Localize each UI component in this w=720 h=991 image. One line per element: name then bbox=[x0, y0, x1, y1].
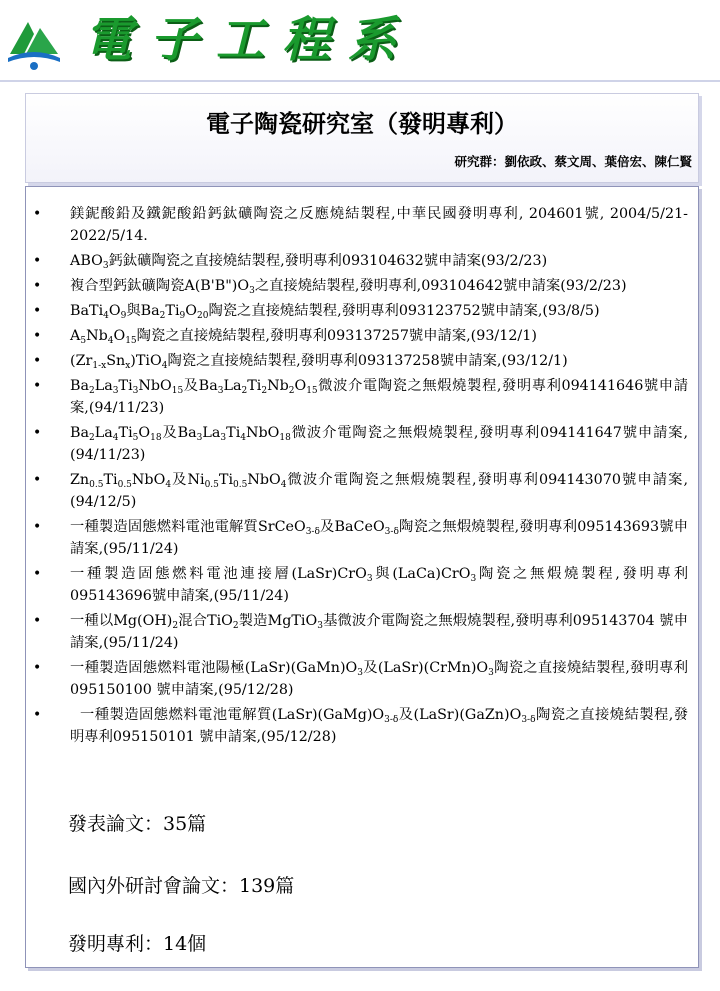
stat-conference-papers: 國內外研討會論文：139篇 bbox=[68, 875, 295, 897]
patent-item: • 一種製造固態燃料電池電解質SrCeO$_{3-\delta}$及BaCeO$_{3-\delta}$陶瓷之無煆燒製程,發明專利095143693號申請案,(95/11/24) bbox=[26, 516, 698, 560]
patent-item: • $ABO_3$鈣鈦礦陶瓷之直接燒結製程,發明專利093104632號申請案(93/2/23) bbox=[26, 250, 698, 272]
content-box bbox=[25, 186, 699, 968]
patent-item: • 一種以$Mg(OH)_2$混合TiO$_2$製造MgTiO$_3$基微波介電陶瓷之無煆燒製程,發明專利095143704 號申請案,(95/11/24) bbox=[26, 610, 698, 654]
patent-item: • 一種製造固態燃料電池連接層(LaSr)CrO$_3$與(LaCa)CrO$_3$陶瓷之無煆燒製程,發明專利095143696號申請案,(95/11/24) bbox=[26, 563, 698, 607]
stat-papers: 發表論文：35篇 bbox=[68, 813, 207, 835]
patent-item: • 鎂鈮酸鉛及鐵鈮酸鉛鈣鈦礦陶瓷之反應燒結製程,中華民國發明專利, 204601號, 2004/5/21-2022/5/14. bbox=[26, 203, 698, 247]
research-group: 研究群：劉依政、蔡文周、葉倍宏、陳仁賢 bbox=[454, 154, 692, 169]
header bbox=[0, 0, 720, 84]
patent-item: • $Zn_{0.5}Ti_{0.5}NbO_4$及$Ni_{0.5}Ti_{0.5}NbO_4$微波介電陶瓷之無煆燒製程,發明專利094143070號申請案,(94/12/5) bbox=[26, 469, 698, 513]
patent-item: • 一種製造固態燃料電池陽極$(LaSr)(GaMn)O_3$及$(LaSr)(CrMn)O_3$陶瓷之直接燒結製程,發明專利095150100 號申請案,(95/12/28) bbox=[26, 657, 698, 701]
title-box bbox=[25, 93, 699, 183]
lab-title: 電子陶瓷研究室（發明專利） bbox=[206, 109, 518, 138]
patent-item: • $Ba_2La_3Ti_3NbO_{15}$及$Ba_3La_2Ti_2Nb_2O_{15}$微波介電陶瓷之無煆燒製程,發明專利094141646號申請案,(94/11/23) bbox=[26, 375, 698, 419]
patent-item: • 一種製造固態燃料電池電解質$(LaSr)(GaMg)O_{3-\delta}$及$(LaSr)(GaZn)O_{3-\delta}$陶瓷之直接燒結製程,發明專利095150101 號申請案,(95/12/28) bbox=[26, 704, 698, 748]
patent-list bbox=[26, 203, 698, 751]
patent-item: • $(Zr_{1-x}Sn_x)TiO_4$陶瓷之直接燒結製程,發明專利093137258號申請案,(93/12/1) bbox=[26, 350, 698, 372]
patent-item: • $BaTi_4O_9$與$Ba_2Ti_9O_{20}$陶瓷之直接燒結製程,發明專利093123752號申請案,(93/8/5) bbox=[26, 300, 698, 322]
patent-item: • 複合型鈣鈦礦陶瓷$A(B'B")O_3$之直接燒結製程,發明專利,093104642號申請案(93/2/23) bbox=[26, 275, 698, 297]
header-divider bbox=[0, 80, 720, 82]
school-logo-icon bbox=[4, 8, 64, 74]
patent-item: • $Ba_2La_4Ti_5O_{18}$及$Ba_3La_3Ti_4NbO_{18}$微波介電陶瓷之無煆燒製程,發明專利094141647號申請案,(94/11/23) bbox=[26, 422, 698, 466]
department-title: 電子工程系 bbox=[84, 12, 415, 68]
patent-item: • $A_5Nb_4O_{15}$陶瓷之直接燒結製程,發明專利093137257號申請案,(93/12/1) bbox=[26, 325, 698, 347]
stat-patents: 發明專利：14個 bbox=[68, 933, 207, 955]
